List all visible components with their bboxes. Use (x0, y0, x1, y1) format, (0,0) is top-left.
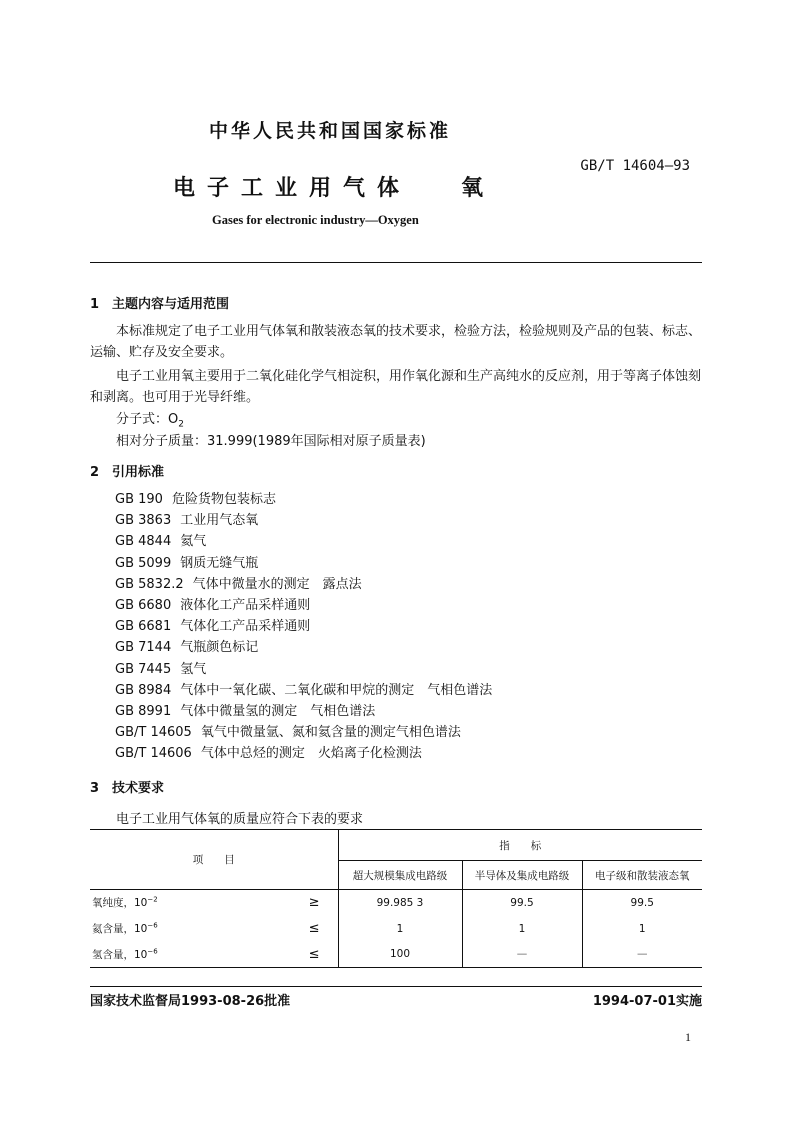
reference-code: GB 8991 (115, 703, 172, 719)
reference-code: GB/T 14605 (115, 725, 192, 741)
table-header-grade: 超大规模集成电路级 (338, 861, 462, 890)
section-3-intro: 电子工业用气体氧的质量应符合下表的要求 (116, 812, 364, 827)
formula-label: 分子式： (116, 412, 169, 427)
reference-title: 气体中总烃的测定 火焰离子化检测法 (200, 746, 422, 762)
reference-title: 危险货物包装标志 (171, 492, 276, 507)
reference-code: GB 8984 (115, 682, 172, 698)
reference-title: 气体中微量氢的测定 气相色谱法 (180, 703, 376, 719)
reference-code: GB 4844 (115, 534, 172, 550)
row-value: 99.985 3 (338, 890, 462, 916)
reference-title: 液体化工产品采样通则 (180, 597, 311, 613)
table-header-grade: 电子级和散装液态氧 (595, 869, 690, 882)
row-value: 1 (638, 922, 646, 935)
reference-item (115, 680, 492, 701)
national-standard-heading: 中华人民共和国国家标准 (208, 120, 451, 142)
english-title: Gases for electronic industry—Oxygen (212, 213, 419, 227)
section-1-paragraph-1: 本标准规定了电子工业用气体氧和散装液态氧的技术要求，检验方法，检验规则及产品的包装、标志、运输、贮存及安全要求。 (90, 324, 702, 360)
reference-item (115, 701, 492, 722)
reference-code: GB 5832.2 (115, 576, 184, 592)
footer-divider (90, 986, 702, 987)
reference-title: 气体化工产品采样通则 (180, 619, 311, 635)
row-value: 1 (338, 916, 462, 942)
reference-item (115, 531, 492, 552)
formula-symbol: O (168, 412, 179, 427)
reference-code: GB 190 (115, 492, 163, 507)
reference-item (115, 489, 492, 510)
reference-code: GB 7445 (115, 661, 172, 677)
comparison-operator: ≤ (308, 946, 320, 962)
section-2-heading: 2 引用标准 (90, 465, 165, 480)
table-row (90, 916, 702, 942)
reference-item (115, 722, 492, 743)
reference-list (115, 489, 492, 764)
row-name: 氢含量，$10^{-6}$ ≤ (90, 942, 338, 968)
reference-title: 工业用气态氧 (180, 513, 259, 529)
reference-code: GB 6680 (115, 597, 172, 613)
table-header-item: 项 目 (90, 830, 338, 890)
table-header-grade: 半导体及集成电路级 (462, 861, 582, 890)
molecular-formula (116, 408, 184, 430)
comparison-operator: ≤ (308, 920, 320, 936)
table-header-index: 指 标 (338, 830, 702, 861)
reference-item (115, 637, 492, 658)
comparison-operator: ≥ (308, 895, 320, 910)
reference-code: GB 6681 (115, 619, 172, 635)
reference-code: GB 3863 (115, 513, 172, 529)
standard-number: GB/T 14604—93 (580, 158, 690, 174)
document-title: 电子工业用气体 (173, 176, 412, 201)
reference-code: GB/T 14606 (115, 746, 192, 762)
row-value: 99.5 (462, 890, 582, 916)
reference-title: 氢气 (180, 661, 207, 677)
row-value: — (462, 942, 582, 968)
section-1-heading: 1 主题内容与适用范围 (90, 297, 230, 312)
reference-title: 氦气 (180, 534, 207, 550)
reference-item (115, 659, 492, 680)
reference-title: 钢质无缝气瓶 (180, 555, 259, 571)
table-row (90, 890, 702, 916)
approval-date: 国家技术监督局1993-08-26批准 (90, 994, 291, 1009)
molecular-mass: 相对分子质量：31.999(1989年国际相对原子质量表) (116, 434, 426, 449)
section-3-heading: 3 技术要求 (90, 781, 165, 796)
effective-date: 1994-07-01实施 (592, 994, 702, 1009)
reference-item (115, 743, 492, 764)
reference-item (115, 574, 492, 595)
formula-subscript: 2 (178, 419, 184, 430)
page-number: 1 (685, 1030, 691, 1044)
reference-item (115, 510, 492, 531)
reference-item (115, 616, 492, 637)
row-value: 100 (338, 942, 462, 968)
document-title-gas: 氧 (461, 176, 484, 201)
table-row (90, 942, 702, 968)
row-value: 1 (462, 916, 582, 942)
reference-title: 气瓶颜色标记 (180, 640, 259, 656)
reference-code: GB 7144 (115, 640, 172, 656)
reference-title: 气体中微量水的测定 露点法 (192, 576, 362, 592)
row-value: — (637, 948, 648, 961)
reference-title: 气体中一氧化碳、二氧化碳和甲烷的测定 气相色谱法 (180, 682, 493, 698)
quality-table (90, 829, 702, 968)
reference-item (115, 595, 492, 616)
row-value: 99.5 (630, 896, 654, 909)
header-divider (90, 262, 702, 263)
reference-title: 氧气中微量氩、氮和氦含量的测定气相色谱法 (200, 725, 461, 741)
reference-code: GB 5099 (115, 555, 172, 571)
row-name: 氧纯度，$10^{-2}$ ≥ (90, 890, 338, 916)
reference-item (115, 553, 492, 574)
section-1-paragraph-2: 电子工业用氧主要用于二氧化硅化学气相淀积，用作氧化源和生产高纯水的反应剂，用于等离子体蚀刻和剥离。也可用于光导纤维。 (90, 369, 702, 405)
row-name: 氦含量，$10^{-6}$ ≤ (90, 916, 338, 942)
